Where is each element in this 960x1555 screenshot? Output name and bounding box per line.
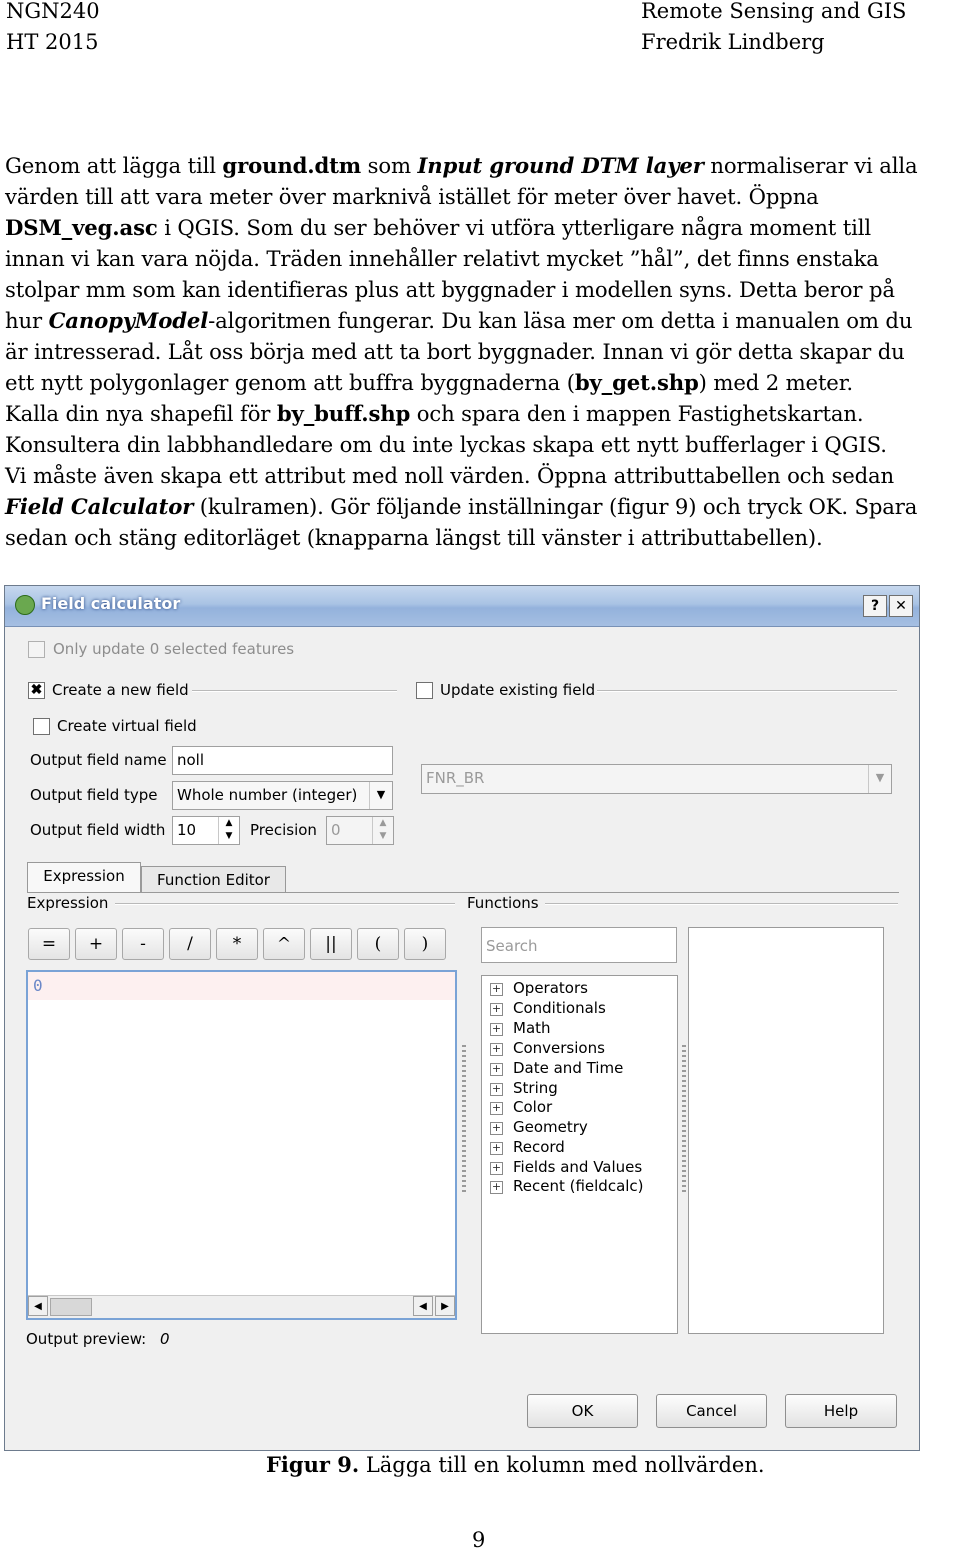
expression-editor[interactable]	[26, 970, 457, 1320]
expand-icon[interactable]: +	[491, 1022, 502, 1035]
expand-icon[interactable]: +	[491, 1121, 502, 1134]
create-virtual-checkbox[interactable]	[33, 718, 50, 735]
function-group-recent[interactable]: + Recent (fieldcalc)	[491, 1177, 644, 1195]
only-update-label: Only update 0 selected features	[53, 640, 295, 658]
text-line: Kalla din nya shapefil för by_buff.shp och spara den i mappen Fastighetskartan.	[5, 401, 864, 426]
help-button[interactable]: Help	[785, 1394, 897, 1428]
separator	[192, 690, 397, 692]
text-line: Vi måste även skapa ett attribut med noll värden. Öppna attributtabellen och sedan	[5, 463, 894, 488]
output-preview-value: 0	[160, 1330, 170, 1348]
output-width-spinbox[interactable]	[172, 816, 240, 845]
spin-arrows-icon[interactable]: ▲ ▼	[218, 817, 239, 844]
separator	[545, 903, 898, 905]
page-number: 9	[472, 1528, 486, 1552]
precision-label: Precision	[250, 821, 317, 839]
function-group-string[interactable]: + String	[491, 1079, 558, 1097]
course-code: NGN240	[6, 0, 100, 23]
function-group-conversions[interactable]: + Conversions	[491, 1039, 605, 1057]
dialog-title: Field calculator	[41, 594, 181, 613]
tab-bar-line	[27, 892, 899, 893]
chevron-down-icon[interactable]: ▼	[868, 765, 891, 793]
tab-expression[interactable]: Expression	[27, 862, 141, 893]
expand-icon[interactable]: +	[491, 982, 502, 995]
function-search-input[interactable]: Search	[481, 927, 677, 963]
only-update-checkbox[interactable]	[28, 641, 45, 658]
update-existing-checkbox[interactable]	[416, 682, 433, 699]
function-group-math[interactable]: + Math	[491, 1019, 551, 1037]
separator	[597, 690, 897, 692]
text-line: ett nytt polygonlager genom att buffra byggnaderna (by_get.shp) med 2 meter.	[5, 370, 853, 395]
operator-close-paren-button[interactable]: )	[404, 928, 446, 960]
create-virtual-label: Create virtual field	[57, 717, 197, 735]
precision-spinbox[interactable]	[326, 816, 394, 845]
text-line: DSM_veg.asc i QGIS. Som du ser behöver vi utföra ytterligare några moment till	[5, 215, 872, 240]
operator-concat-button[interactable]: ||	[310, 928, 352, 960]
page-header-left	[6, 0, 100, 58]
operator-divide-button[interactable]: /	[169, 928, 211, 960]
output-preview-label: Output preview:	[26, 1330, 147, 1348]
field-calculator-icon	[15, 595, 35, 615]
output-width-value: 10	[177, 821, 197, 839]
scrollbar-thumb[interactable]	[50, 1298, 92, 1316]
expand-icon[interactable]: +	[491, 1141, 502, 1154]
output-type-value: Whole number (integer)	[177, 786, 358, 804]
text-line: Field Calculator (kulramen). Gör följande inställningar (figur 9) och tryck OK. Spara	[5, 494, 918, 519]
term: HT 2015	[6, 30, 99, 54]
text-line: sedan och stäng editorläget (knapparna längst till vänster i attributtabellen).	[5, 525, 823, 550]
body-paragraph	[5, 150, 960, 553]
expand-icon[interactable]: +	[491, 1042, 502, 1055]
function-group-operators[interactable]: + Operators	[491, 979, 588, 997]
scroll-right-icon[interactable]: ▶	[435, 1296, 455, 1316]
cancel-button[interactable]: Cancel	[656, 1394, 767, 1428]
expand-icon[interactable]: +	[491, 1082, 502, 1095]
text-line: värden till att vara meter över marknivå istället för meter över havet. Öppna	[5, 184, 819, 209]
page-header-right	[641, 0, 906, 58]
text-line: stolpar mm som kan identifieras plus att byggnader i modellen syns. Detta beror på	[5, 277, 895, 302]
ok-button[interactable]: OK	[527, 1394, 638, 1428]
function-group-date-and-time[interactable]: + Date and Time	[491, 1059, 624, 1077]
current-line-highlight	[28, 972, 455, 1000]
scroll-left-icon[interactable]: ◀	[413, 1296, 433, 1316]
expand-icon[interactable]: +	[491, 1180, 502, 1193]
text-line: innan vi kan vara nöjda. Träden innehåller relativt mycket ”hål”, det finns enstaka	[5, 246, 879, 271]
text-line: är intresserad. Låt oss börja med att ta bort byggnader. Innan vi gör detta skapar du	[5, 339, 905, 364]
function-group-geometry[interactable]: + Geometry	[491, 1118, 588, 1136]
operator-plus-button[interactable]: +	[75, 928, 117, 960]
spin-arrows-icon[interactable]: ▲ ▼	[372, 817, 393, 844]
output-name-label: Output field name	[30, 751, 167, 769]
close-icon[interactable]: ✕	[889, 595, 913, 617]
figure-caption	[266, 1452, 765, 1477]
text-line: hur CanopyModel-algoritmen fungerar. Du kan läsa mer om detta i manualen om du	[5, 308, 913, 333]
output-type-label: Output field type	[30, 786, 158, 804]
function-group-record[interactable]: + Record	[491, 1138, 565, 1156]
functions-section-label: Functions	[467, 894, 539, 912]
help-title-button[interactable]: ?	[863, 595, 887, 617]
expand-icon[interactable]: +	[491, 1161, 502, 1174]
text-line: Genom att lägga till ground.dtm som Input ground DTM layer normaliserar vi alla	[5, 153, 918, 178]
operator-power-button[interactable]: ^	[263, 928, 305, 960]
text-line: Konsultera din labbhandledare om du inte lyckas skapa ett nytt bufferlager i QGIS.	[5, 432, 887, 457]
figure-caption-text: Lägga till en kolumn med nollvärden.	[359, 1453, 765, 1477]
output-width-label: Output field width	[30, 821, 166, 839]
operator-open-paren-button[interactable]: (	[357, 928, 399, 960]
create-new-field-checkbox[interactable]: ✖	[28, 682, 45, 699]
precision-value: 0	[331, 821, 341, 839]
update-existing-label: Update existing field	[440, 681, 596, 699]
operator-equals-button[interactable]: =	[28, 928, 70, 960]
course-title: Remote Sensing and GIS	[641, 0, 907, 23]
expand-icon[interactable]: +	[491, 1101, 502, 1114]
expression-section-label: Expression	[27, 894, 109, 912]
output-name-input[interactable]: noll	[172, 746, 393, 775]
function-group-conditionals[interactable]: + Conditionals	[491, 999, 606, 1017]
operator-multiply-button[interactable]: *	[216, 928, 258, 960]
existing-field-value: FNR_BR	[426, 769, 485, 787]
expand-icon[interactable]: +	[491, 1062, 502, 1075]
splitter-handle[interactable]	[462, 1045, 466, 1195]
scroll-left-icon[interactable]: ◀	[28, 1296, 48, 1316]
output-type-select[interactable]	[172, 781, 393, 810]
create-new-field-label: Create a new field	[52, 681, 189, 699]
function-group-fields-and-values[interactable]: + Fields and Values	[491, 1158, 643, 1176]
dialog-titlebar	[5, 586, 919, 627]
splitter-handle[interactable]	[682, 1045, 686, 1195]
horizontal-scrollbar[interactable]	[28, 1295, 455, 1318]
function-group-color[interactable]: + Color	[491, 1098, 553, 1116]
expand-icon[interactable]: +	[491, 1002, 502, 1015]
existing-field-select[interactable]	[421, 764, 892, 794]
figure-label: Figur 9.	[266, 1452, 360, 1477]
author: Fredrik Lindberg	[641, 30, 825, 54]
function-tree	[481, 975, 678, 1334]
operator-minus-button[interactable]: -	[122, 928, 164, 960]
function-help-panel	[688, 927, 884, 1334]
separator	[115, 903, 455, 905]
chevron-down-icon[interactable]: ▼	[369, 782, 392, 809]
expression-text: 0	[33, 976, 43, 995]
tab-function-editor[interactable]: Function Editor	[141, 866, 286, 893]
